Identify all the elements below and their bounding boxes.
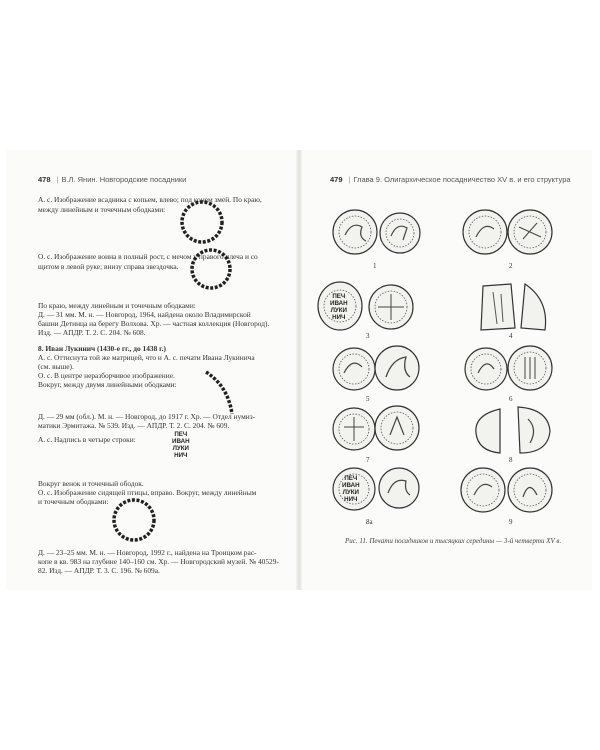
seal-drawing bbox=[508, 403, 554, 457]
seal-legend-arc bbox=[198, 368, 244, 418]
text-line: А. с. Надпись в четыре строки: bbox=[38, 435, 136, 444]
text-line: О. с. Изображение воина в полный рост, с мечом у правого плеча и со bbox=[38, 252, 258, 261]
inscription-line: НИЧ bbox=[174, 452, 188, 459]
book-gutter bbox=[296, 150, 302, 590]
text-line: Изд. — АПДР. Т. 2. С. 204. № 608. bbox=[38, 328, 146, 337]
inscription-line: ИВАН bbox=[342, 482, 360, 489]
seal-drawing bbox=[330, 207, 380, 257]
inscription-line: ЛУКИ bbox=[342, 489, 359, 496]
figure-number: 1 bbox=[373, 262, 377, 270]
figure-number: 8а bbox=[366, 518, 373, 526]
text-line: Д. — 23–25 мм. М. н. — Новгород, 1992 г., найдена на Троицком рас- bbox=[38, 548, 257, 557]
inscription-line: НИЧ bbox=[344, 496, 358, 503]
figure-number: 2 bbox=[509, 262, 513, 270]
seal-drawing bbox=[475, 280, 519, 334]
seal-legend-circle-2 bbox=[186, 244, 236, 294]
text-line: Вокруг, между двумя линейными ободками: bbox=[38, 380, 177, 389]
left-head-text: В.Л. Янин. Новгородские посадники bbox=[61, 175, 187, 184]
text-line: А. с. Изображение всадника с копьем, влево; под конем змей. По краю, bbox=[38, 195, 262, 204]
seal-drawing bbox=[330, 345, 378, 393]
inscription-line: ЛУКИ bbox=[172, 445, 189, 452]
text-line: и точечным ободками: bbox=[38, 497, 109, 506]
seal-drawing bbox=[462, 345, 510, 393]
figure-number: 8 bbox=[509, 456, 513, 464]
text-line: Д. — 29 мм (обл.). М. н. — Новгород, до 1917 г. Хр. — Отдел нумиз- bbox=[38, 412, 256, 421]
seal-drawing bbox=[515, 280, 553, 334]
inscription-line: ПЕЧ bbox=[344, 475, 358, 482]
text-line: щитом в левой руке; внизу справа звездочка. bbox=[38, 262, 179, 271]
text-line: башни Детинца на берегу Волхова. Хр. — частная коллекция (Новгород). bbox=[38, 319, 270, 328]
seal-drawing bbox=[460, 207, 510, 257]
figure-number: 4 bbox=[509, 332, 513, 340]
figure-caption: Рис. 11. Печати посадников и тысяцких середины — 3-й четверти XV в. bbox=[345, 537, 562, 545]
seal-drawing bbox=[505, 343, 555, 393]
inscription-line: ИВАН bbox=[172, 438, 190, 445]
text-line: между линейным и точечным ободками: bbox=[38, 205, 166, 214]
figure-number: 6 bbox=[509, 395, 513, 403]
text-line: А. с. Оттиснута той же матрицей, что и А. с. печати Ивана Лукинича bbox=[38, 353, 255, 362]
text-line: 82. Изд. — АПДР. Т. 3. С. 196. № 609а. bbox=[38, 566, 160, 575]
seal-drawing bbox=[366, 282, 416, 332]
text-line: матики Эрмитажа. № 539. Изд. — АПДР. Т. 2. С. 204. № 609. bbox=[38, 421, 230, 430]
inscription-line: ПЕЧ bbox=[174, 431, 188, 438]
figure-number: 3 bbox=[366, 332, 370, 340]
seal-drawing bbox=[372, 343, 422, 393]
text-line: О. с. В центре неразборчивое изображение. bbox=[38, 371, 175, 380]
seal-inscription-right-2 bbox=[342, 475, 360, 503]
text-line: Вокруг венок и точечный ободок. bbox=[38, 479, 144, 488]
entry-heading: 8. Иван Лукинич (1430-е гг., до 1438 г.) bbox=[38, 344, 166, 353]
inscription-line: ИВАН bbox=[330, 300, 348, 307]
seal-drawing bbox=[330, 405, 378, 453]
text-line: По краю, между линейным и точечным ободками: bbox=[38, 301, 196, 310]
seal-drawing bbox=[458, 465, 508, 515]
seal-drawing bbox=[505, 465, 555, 515]
seal-drawing bbox=[505, 207, 555, 257]
inscription-line: ЛУКИ bbox=[330, 307, 347, 314]
seal-inscription-right bbox=[330, 293, 348, 321]
figure-number: 5 bbox=[366, 395, 370, 403]
text-line: копе в кв. 983 на глубине 140–160 см. Хр. — Новгородский музей. № 40529- bbox=[38, 557, 279, 566]
right-running-head: 479 | Глава 9. Олигархическое посадничество XV в. и его структура bbox=[330, 175, 571, 184]
seal-legend-circle-1 bbox=[176, 196, 228, 248]
figure-number: 7 bbox=[366, 456, 370, 464]
text-line: О. с. Изображение сидящей птицы, вправо. Вокруг, между линейным bbox=[38, 488, 257, 497]
seal-drawing bbox=[372, 403, 422, 453]
inscription-line: НИЧ bbox=[332, 314, 346, 321]
seal-drawing bbox=[376, 465, 422, 511]
left-page-number: 478 bbox=[38, 175, 51, 184]
right-head-text: Глава 9. Олигархическое посадничество XV в. и его структура bbox=[353, 175, 571, 184]
left-running-head: 478 | В.Л. Янин. Новгородские посадники bbox=[38, 175, 187, 184]
right-page-number: 479 bbox=[330, 175, 343, 184]
seal-inscription-left bbox=[172, 431, 190, 459]
figure-number: 9 bbox=[509, 518, 513, 526]
inscription-line: ПЕЧ bbox=[332, 293, 346, 300]
text-line: Д. — 31 мм. М. н. — Новгород, 1964, найдена около Владимирской bbox=[38, 310, 251, 319]
seal-drawing bbox=[470, 405, 506, 457]
text-line: (см. выше). bbox=[38, 362, 74, 371]
seal-legend-circle-3 bbox=[108, 494, 160, 546]
seal-drawing bbox=[377, 210, 423, 256]
